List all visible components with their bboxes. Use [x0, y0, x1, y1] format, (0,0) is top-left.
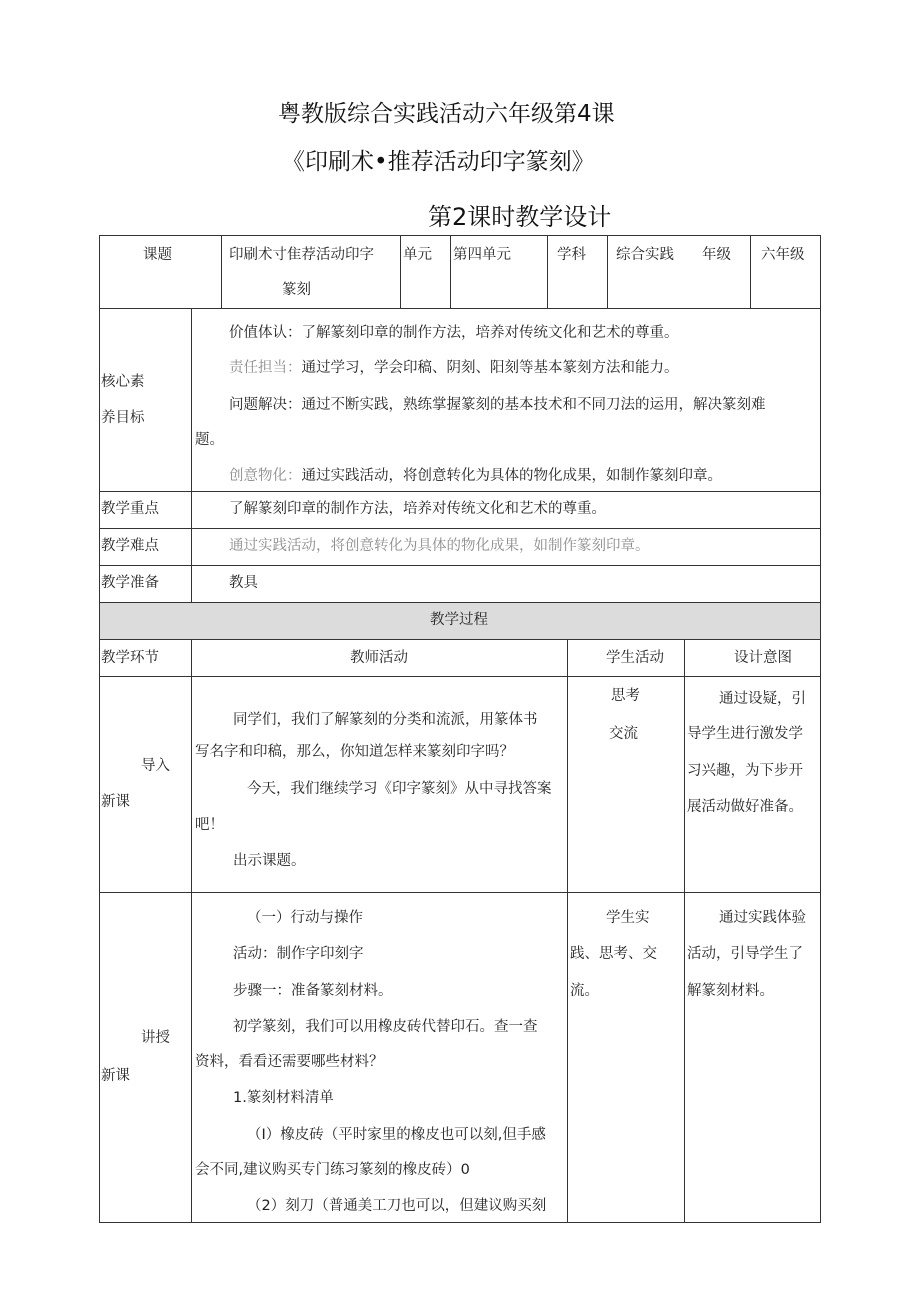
doc-title-line1: 粤教版综合实践活动六年级第4课 — [278, 101, 615, 127]
teach-teacher-line: （2）刻刀（普通美工刀也可以，但建议购买刻 — [247, 1198, 547, 1214]
teach-teacher-line: 1.篆刻材料清单 — [233, 1090, 334, 1106]
teach-teacher-line: 步骤一：准备篆刻材料。 — [233, 983, 393, 999]
intro-teacher-line: 出示课题。 — [233, 853, 306, 869]
teach-teacher-line: 资料，看看还需要哪些材料？ — [195, 1054, 384, 1070]
col-divider — [450, 235, 451, 308]
topic-label: 课题 — [143, 247, 172, 263]
row-divider — [99, 602, 821, 603]
core-value-item — [229, 323, 679, 343]
intro-teacher-line: 今天，我们继续学习《印字篆刻》从中寻找答案 — [247, 781, 552, 797]
row-divider — [99, 892, 821, 893]
col-divider — [221, 235, 222, 308]
intro-stage-line2: 新课 — [101, 794, 130, 810]
col-header-stage: 教学环节 — [101, 650, 159, 666]
row-divider — [99, 639, 821, 640]
key-point-value: 了解篆刻印章的制作方法，培养对传统文化和艺术的尊重。 — [229, 501, 606, 517]
teach-teacher-line: （I）橡皮砖（平时家里的橡皮也可以刻,但手感 — [247, 1127, 546, 1143]
prep-label: 教学准备 — [101, 575, 159, 591]
col-divider — [684, 639, 685, 1223]
col-divider — [191, 308, 192, 602]
teach-intent-line: 活动，引导学生了 — [687, 946, 803, 962]
teach-intent-line: 通过实践体验 — [719, 910, 806, 926]
core-create-item — [229, 466, 722, 486]
doc-title-line2: 《印刷术•推荐活动印字篆刻》 — [282, 149, 595, 175]
teach-teacher-line: 会不同,建议购买专门练习篆刻的橡皮砖）0 — [195, 1162, 470, 1178]
col-divider — [400, 235, 401, 308]
row-divider — [99, 565, 821, 566]
intro-intent-line: 习兴趣，为下步开 — [687, 763, 803, 779]
core-value-text: 了解篆刻印章的制作方法，培养对传统文化和艺术的尊重。 — [301, 325, 679, 341]
teach-teacher-line: 活动：制作字印刻字 — [233, 946, 364, 962]
row-divider — [99, 308, 821, 309]
teach-stage-line1: 讲授 — [141, 1030, 170, 1046]
topic-value-line1: 印刷术寸隹荐活动印字 — [229, 247, 374, 263]
core-value-label: 价值体认： — [229, 325, 302, 341]
col-divider — [191, 639, 192, 1223]
col-header-teacher: 教师活动 — [350, 650, 408, 666]
unit-label: 单元 — [403, 247, 432, 263]
col-divider — [547, 235, 548, 308]
subject-label: 学科 — [557, 247, 586, 263]
doc-title-line3: 第2课时教学设计 — [428, 203, 612, 231]
grade-value: 六年级 — [761, 247, 805, 263]
core-create-label: 创意物化： — [229, 468, 302, 484]
col-header-student: 学生活动 — [606, 650, 664, 666]
core-label-line2: 养目标 — [101, 410, 145, 426]
col-divider — [750, 235, 751, 308]
row-divider — [99, 676, 821, 677]
core-prob-item — [229, 395, 766, 415]
core-create-text: 通过实践活动，将创意转化为具体的物化成果，如制作篆刻印章。 — [301, 468, 722, 484]
intro-intent-line: 展活动做好准备。 — [687, 799, 803, 815]
teach-student-line: 流。 — [570, 983, 599, 999]
core-resp-label: 责任担当： — [229, 360, 302, 376]
teach-intent-line: 解篆刻材料。 — [687, 983, 774, 999]
core-prob-label: 问题解决： — [229, 397, 302, 413]
col-header-intent: 设计意图 — [734, 650, 792, 666]
unit-value: 第四单元 — [453, 247, 511, 263]
teach-teacher-line: 初学篆刻，我们可以用橡皮砖代替印石。查一查 — [233, 1019, 538, 1035]
core-resp-text: 通过学习，学会印稿、阴刻、阳刻等基本篆刻方法和能力。 — [301, 360, 679, 376]
subject-value: 综合实践 — [616, 247, 674, 263]
teach-student-line: 学生实 — [606, 910, 650, 926]
col-divider — [567, 639, 568, 1223]
intro-student-line: 思考 — [611, 688, 640, 704]
row-divider — [99, 491, 821, 492]
core-prob-text: 通过不断实践，熟练掌握篆刻的基本技术和不同刀法的运用，解决篆刻难 — [301, 397, 766, 413]
intro-student-line: 交流 — [609, 726, 638, 742]
core-prob-item-cont: 题。 — [195, 432, 224, 448]
teach-teacher-line: （一）行动与操作 — [247, 910, 363, 926]
intro-teacher-line: 吧！ — [195, 817, 224, 833]
teach-stage-line2: 新课 — [101, 1068, 130, 1084]
intro-intent-line: 通过设疑，引 — [719, 691, 806, 707]
process-header: 教学过程 — [430, 612, 488, 628]
difficulty-label: 教学难点 — [101, 538, 159, 554]
core-label-line1: 核心素 — [101, 374, 145, 390]
core-resp-item — [229, 358, 679, 378]
teach-student-line: 践、思考、交 — [570, 946, 657, 962]
grade-label: 年级 — [702, 247, 731, 263]
prep-value: 教具 — [229, 575, 258, 591]
col-divider — [607, 235, 608, 308]
key-point-label: 教学重点 — [101, 501, 159, 517]
difficulty-value: 通过实践活动，将创意转化为具体的物化成果，如制作篆刻印章。 — [229, 538, 650, 554]
topic-value-line2: 篆刻 — [282, 282, 311, 298]
intro-teacher-line: 同学们，我们了解篆刻的分类和流派，用篆体书 — [233, 712, 538, 728]
intro-intent-line: 导学生进行激发学 — [687, 726, 803, 742]
row-divider — [99, 528, 821, 529]
intro-teacher-line: 写名字和印稿，那么，你知道怎样来篆刻印字吗？ — [195, 744, 514, 760]
intro-stage-line1: 导入 — [141, 758, 170, 774]
